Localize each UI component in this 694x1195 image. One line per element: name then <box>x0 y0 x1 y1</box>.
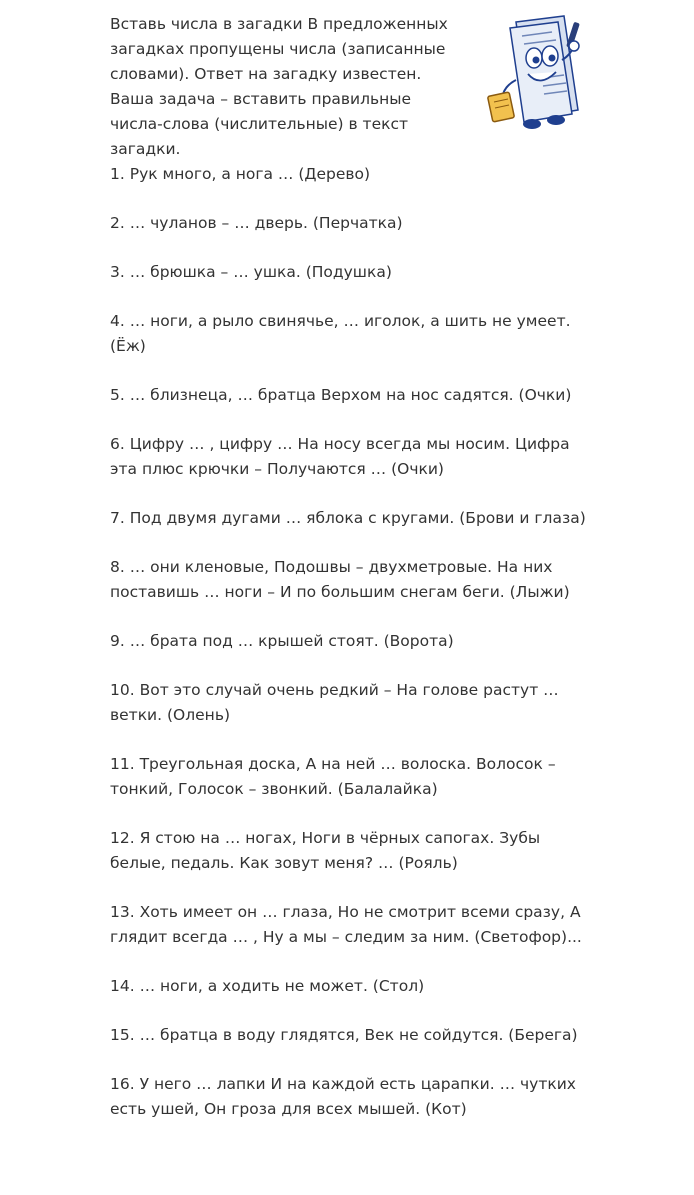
intro-block <box>110 12 600 162</box>
riddle-2: 2. … чуланов – … дверь. (Перчатка) <box>110 214 403 232</box>
riddle-11: 11. Треугольная доска, А на ней … волоска. Волосок – тонкий, Голосок – звонкий. (Балалайка) <box>110 755 556 798</box>
riddle-10: 10. Вот это случай очень редкий – На голове растут … ветки. (Олень) <box>110 681 559 724</box>
riddle-9: 9. … брата под … крышей стоят. (Ворота) <box>110 632 454 650</box>
riddle-14: 14. … ноги, а ходить не может. (Стол) <box>110 977 425 995</box>
riddle-5: 5. … близнеца, … братца Верхом на нос садятся. (Очки) <box>110 386 572 404</box>
riddle-7: 7. Под двумя дугами … яблока с кругами. (Брови и глаза) <box>110 509 586 527</box>
riddle-8: 8. … они кленовые, Подошвы – двухметровые. На них поставишь … ноги – И по большим снегам беги. (Лыжи) <box>110 558 570 601</box>
riddle-1: 1. Рук много, а нога … (Дерево) <box>110 165 371 183</box>
riddle-6: 6. Цифру … , цифру … На носу всегда мы носим. Цифра эта плюс крючки – Получаются … (Очки) <box>110 435 570 478</box>
riddle-16: 16. У него … лапки И на каждой есть царапки. … чутких есть ушей, Он гроза для всех мышей. (Кот) <box>110 1075 576 1118</box>
riddle-13: 13. Хоть имеет он … глаза, Но не смотрит всеми сразу, А глядит всегда … , Ну а мы – следим за ним. (Светофор)... <box>110 903 582 946</box>
riddles-article <box>110 12 600 1146</box>
riddle-4: 4. … ноги, а рыло свинячье, … иголок, а шить не умеет. (Ёж) <box>110 312 571 355</box>
intro-text: Вставь числа в загадки В предложенных загадках пропущены числа (записанные словами). Ответ на загадку известен. Ваша задача – вставить правильные числа-слова (числительные) в текст загадки. <box>110 15 448 158</box>
newspaper-mascot-icon <box>486 14 584 132</box>
riddle-15: 15. … братца в воду глядятся, Век не сойдутся. (Берега) <box>110 1026 578 1044</box>
riddle-3: 3. … брюшка – … ушка. (Подушка) <box>110 263 392 281</box>
riddle-12: 12. Я стою на … ногах, Ноги в чёрных сапогах. Зубы белые, педаль. Как зовут меня? … (Рояль) <box>110 829 541 872</box>
